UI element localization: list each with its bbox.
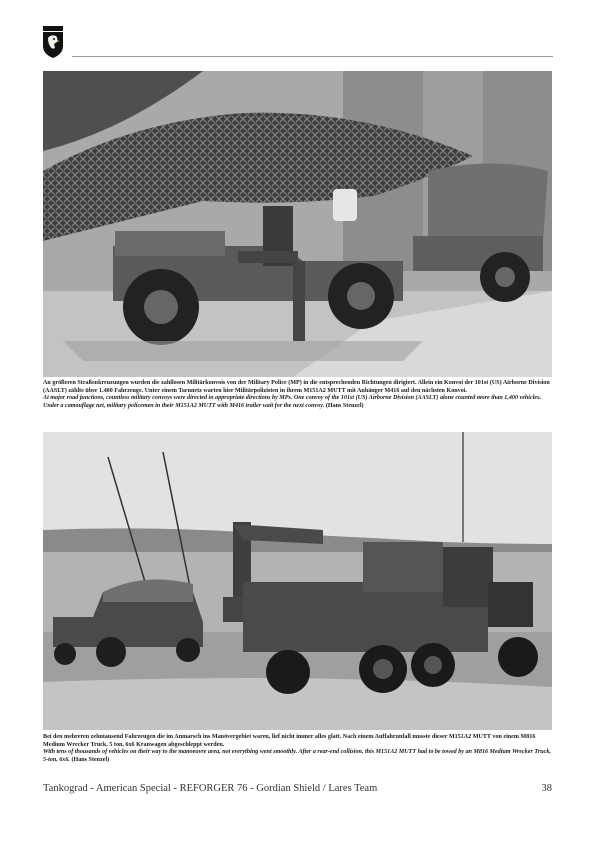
screaming-eagle-insignia-icon	[42, 26, 64, 58]
caption-english: At major road junctions, countless military convoys were directed in appropriate directions by MPs. One convoy of the 101st (US) Airborne Division (AASLT) alone counted more than 1,400 vehicles. Under a camouflage net, military policemen in their M151A2 MUTT with M416 trailer wait for the next convoy. (Hans Stenzel)	[43, 395, 542, 409]
footer-publication-title: Tankograd - American Special - REFORGER 76 - Gordian Shield / Lares Team	[43, 783, 378, 794]
photo-caption	[43, 380, 552, 410]
caption-german: Bei den mehreren zehntausend Fahrzeugen die im Anmarsch ins Manövergebiet waren, lief nicht immer alles glatt. Nach einem Auffahrunfall musste dieser M151A2 MUTT von einem M816 Medium Wrecker Truck, 5 ton, 6x6 Kranwagen abgeschleppt werden.	[43, 734, 536, 748]
photo-mp-jeep-camouflage	[43, 71, 552, 377]
header-rule	[72, 56, 553, 57]
photo-credit: (Hans Stenzel)	[71, 756, 110, 763]
caption-english: With tens of thousands of vehicles on their way to the manoeuvre area, not everything went smoothly. After a rear-end collision, this M151A2 MUTT had to be towed by an M816 Medium Wrecker Truck, 5-ton, 6x6. (Hans Stenzel)	[43, 749, 551, 763]
photo-m816-wrecker-towing-jeep	[43, 432, 552, 730]
photo-caption	[43, 734, 552, 764]
photo-credit: (Hans Stenzel)	[325, 402, 364, 409]
caption-german: An größeren Straßenkreuzungen wurden die zahllosen Militärkonvois von der Military Police (MP) in die entsprechenden Richtungen dirigiert. Allein ein Konvoi der 101st (US) Airborne Division (AASLT) zählte über 1.400 Fahrzeuge. Unter einem Tarnnetz warten hier Militärpolizisten in ihrem M151A2 MUTT mit Anhänger M416 auf den nächsten Konvoi.	[43, 380, 550, 394]
page-number: 38	[541, 783, 552, 794]
